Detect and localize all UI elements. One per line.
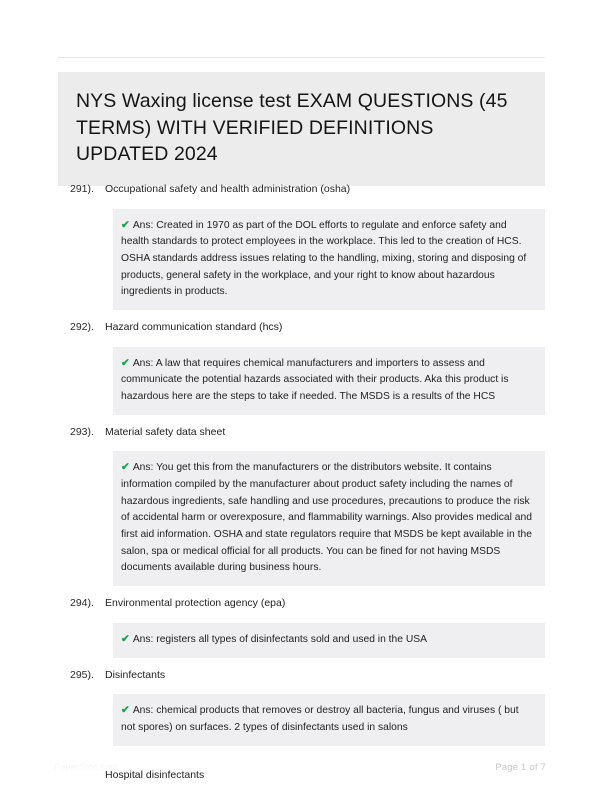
question-row [58, 182, 545, 197]
answer-box [113, 623, 545, 658]
check-mark-icon: ✔ [121, 632, 130, 645]
answer-paragraph [121, 459, 535, 577]
answer-wrapper [113, 694, 545, 745]
qa-entry [0, 320, 606, 415]
qa-entry [0, 425, 606, 586]
answer-text: Ans: Created in 1970 as part of the DOL efforts to regulate and enforce safety and health standards to protect employees in the workplace. This led to the creation of HCS. OSHA standards address issues relating to the handling, mixing, storing and disposing of products, general safety in the workplace, and your right to know about hazardous ingredients in products. [121, 219, 527, 298]
answer-wrapper [113, 347, 545, 415]
header-divider [58, 57, 545, 58]
question-row [58, 596, 545, 611]
answer-wrapper [113, 451, 545, 586]
question-number: 292). [70, 321, 94, 334]
check-mark-icon: ✔ [121, 704, 130, 717]
question-term: Occupational safety and health administration (osha) [105, 183, 351, 195]
question-term: Material safety data sheet [105, 425, 226, 438]
question-row [58, 668, 545, 683]
question-number: 291). [70, 183, 94, 195]
check-mark-icon: ✔ [121, 218, 130, 231]
answer-text: Ans: registers all types of disinfectants sold and used in the USA [132, 633, 428, 645]
answer-wrapper [113, 209, 545, 310]
question-row [58, 425, 545, 440]
answer-text: Ans: A law that requires chemical manufacturers and importers to assess and communicate the potential hazards associated with their products. Aka this product is hazardous here are the steps to take if needed. The MSDS is a results of the HCS [121, 357, 509, 403]
qa-entry [0, 596, 606, 657]
question-row [58, 320, 545, 335]
qa-list [0, 182, 606, 792]
question-term: Hazard communication standard (hcs) [105, 321, 283, 334]
answer-text: Ans: chemical products that removes or destroy all bacteria, fungus and viruses ( but not spores) on surfaces. 2 types of disinfectants used in salons [121, 705, 519, 733]
question-term: Disinfectants [105, 668, 166, 681]
question-term: Environmental protection agency (epa) [105, 597, 286, 610]
page-title: NYS Waxing license test EXAM QUESTIONS (45 TERMS) WITH VERIFIED DEFINITIONS UPDATED 2024 [76, 90, 508, 166]
document-title-band [58, 72, 545, 186]
check-mark-icon: ✔ [121, 356, 130, 369]
page-number: Page 1 of 7 [495, 762, 546, 773]
answer-box [113, 209, 545, 310]
answer-box [113, 347, 545, 415]
question-number: 293). [70, 425, 94, 438]
qa-entry [0, 182, 606, 310]
answer-box [113, 694, 545, 745]
site-watermark: PaperStoc.com [54, 762, 119, 772]
answer-paragraph [121, 631, 535, 649]
answer-text: Ans: You get this from the manufacturers or the distributors website. It contains information compiled by the manufacturer about product safety including the names of hazardous ingredients, safe handling and use procedures, precautions to produce the risk of accidental harm or overexposure, and flammability warnings. Also provides medical and first aid information. OSHA and state regulators require that MSDS be kept available in the salon, spa or medical official for all products. You can be fined for not having MSDS documents available during business hours. [121, 462, 532, 574]
answer-paragraph [121, 355, 535, 406]
question-term: Hospital disinfectants [105, 768, 205, 781]
answer-box [113, 451, 545, 586]
answer-wrapper [113, 623, 545, 658]
answer-paragraph [121, 217, 535, 301]
check-mark-icon: ✔ [121, 461, 130, 474]
page-footer [0, 754, 606, 800]
qa-entry [0, 668, 606, 746]
question-number: 295). [70, 668, 94, 681]
answer-paragraph [121, 702, 535, 736]
question-number: 294). [70, 597, 94, 610]
